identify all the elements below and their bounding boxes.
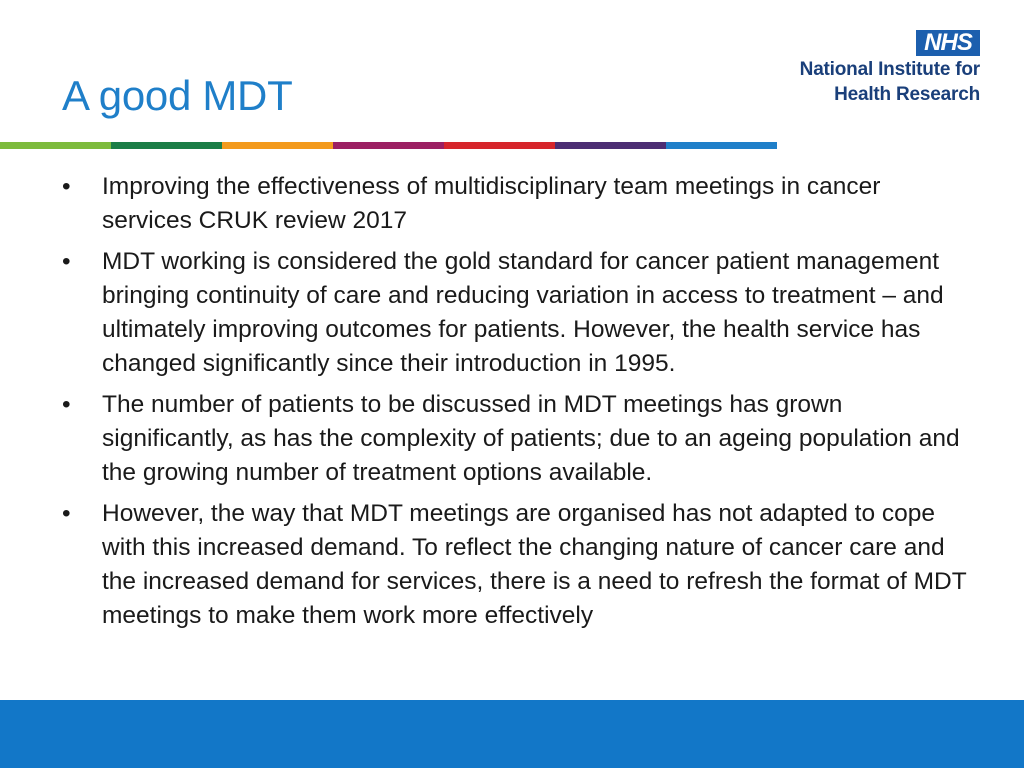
- stripe-segment-green: [0, 142, 111, 149]
- bullet-text: Improving the effectiveness of multidisciplinary team meetings in cancer services CRUK review 2017: [102, 173, 881, 234]
- bullet-item: [62, 497, 972, 633]
- color-stripe: [0, 142, 777, 149]
- stripe-segment-dark-green: [111, 142, 222, 149]
- stripe-segment-red: [444, 142, 555, 149]
- bullet-icon: •: [62, 500, 71, 527]
- nhs-badge: NHS: [916, 30, 980, 56]
- logo-line-1: National Institute for: [799, 59, 980, 80]
- bullet-text: MDT working is considered the gold standard for cancer patient management bringing continuity of care and reducing variation in access to treatment – and ultimately improving outcomes for patients. However, the health service has changed significantly since their introduction in 1995.: [102, 248, 944, 377]
- nihr-logo: [760, 30, 982, 110]
- bullet-text: However, the way that MDT meetings are organised has not adapted to cope with this increased demand. To reflect the changing nature of cancer care and the increased demand for services, there is a need to refresh the format of MDT meetings to make them work more effectively: [102, 500, 967, 629]
- footer-bar: [0, 700, 1024, 768]
- logo-line-2: Health Research: [834, 84, 980, 105]
- stripe-segment-blue: [666, 142, 777, 149]
- bullet-text: The number of patients to be discussed in MDT meetings has grown significantly, as has the complexity of patients; due to an ageing population and the growing number of treatment options available.: [102, 391, 960, 486]
- stripe-segment-purple: [555, 142, 666, 149]
- bullet-item: [62, 245, 972, 381]
- stripe-segment-orange: [222, 142, 333, 149]
- bullet-icon: •: [62, 248, 71, 275]
- bullet-icon: •: [62, 173, 71, 200]
- bullet-item: [62, 170, 972, 238]
- slide-title: A good MDT: [62, 72, 293, 119]
- bullet-icon: •: [62, 391, 71, 418]
- bullet-item: [62, 388, 972, 490]
- stripe-segment-magenta: [333, 142, 444, 149]
- bullet-list: [62, 170, 972, 640]
